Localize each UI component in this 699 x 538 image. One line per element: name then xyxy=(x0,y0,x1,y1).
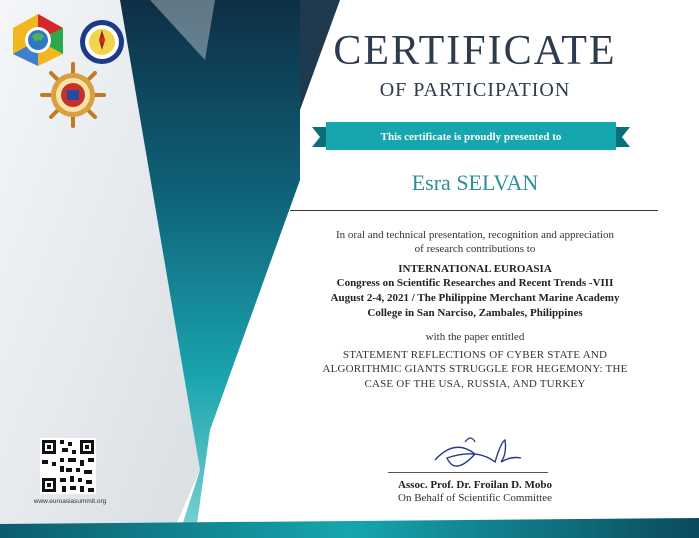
intro-line: In oral and technical presentation, recognition and appreciation xyxy=(336,229,614,241)
euroasia-summit-logo xyxy=(8,12,68,68)
paper-intro: with the paper entitled xyxy=(425,331,525,343)
signature xyxy=(425,432,525,474)
signer-name: Assoc. Prof. Dr. Froilan D. Mobo xyxy=(397,479,553,491)
recipient-name: Esra SELVAN xyxy=(411,170,539,195)
certificate-subtitle: OF PARTICIPATION xyxy=(379,79,571,101)
signer-role: On Behalf of Scientific Committee xyxy=(398,492,552,504)
merchant-marine-academy-seal xyxy=(40,62,106,128)
event-congress: Congress on Scientific Researches and Recent Trends -VIII xyxy=(336,277,614,289)
intro-line: of research contributions to xyxy=(414,243,536,255)
certificate-title: CERTIFICATE xyxy=(333,28,617,74)
event-date-venue: August 2-4, 2021 / The Philippine Merchant Marine Academy xyxy=(330,292,620,304)
science-society-seal xyxy=(78,18,126,66)
signature-line xyxy=(388,472,548,473)
qr-code xyxy=(40,438,96,494)
presented-to-text: This certificate is proudly presented to xyxy=(380,131,562,143)
event-name: INTERNATIONAL EUROASIA xyxy=(398,263,552,275)
name-underline xyxy=(290,210,658,211)
paper-title-line: CASE OF THE USA, RUSSIA, AND TURKEY xyxy=(364,378,586,390)
website-url: www.euroasiasummit.org xyxy=(33,498,107,505)
event-location: College in San Narciso, Zambales, Philippines xyxy=(367,307,583,319)
paper-title-line: STATEMENT REFLECTIONS OF CYBER STATE AND xyxy=(342,349,608,361)
paper-title-line: ALGORITHMIC GIANTS STRUGGLE FOR HEGEMONY: THE xyxy=(322,363,628,375)
